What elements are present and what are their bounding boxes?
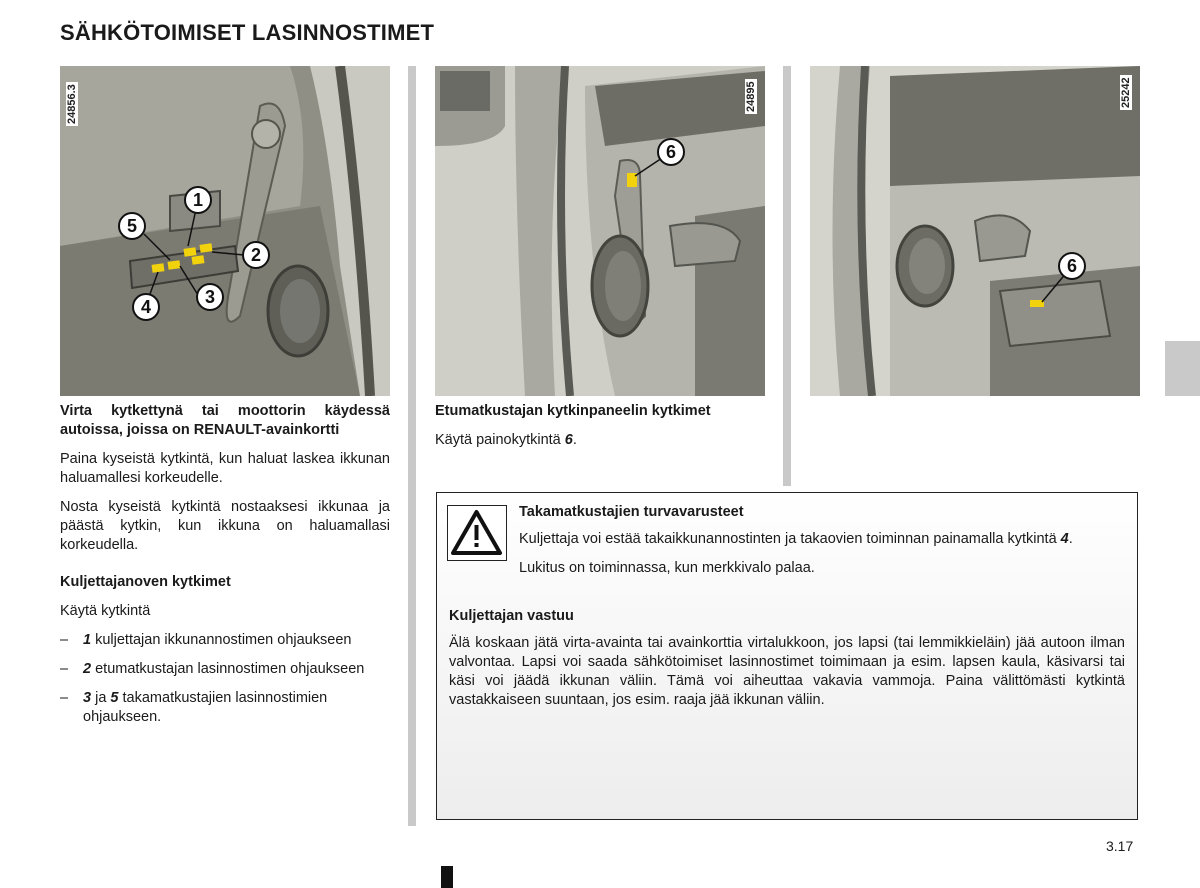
list-item: – 3 ja 5 takamatkustajien lasinnostimien ohjaukseen. xyxy=(60,690,328,725)
column-divider xyxy=(408,66,416,826)
callout-5: 5 xyxy=(126,216,138,236)
callout-4: 4 xyxy=(140,297,152,317)
callout-3: 3 xyxy=(204,287,216,307)
callout-6: 6 xyxy=(665,142,677,162)
paragraph: Paina kyseistä kytkintä, kun haluat laskea ikkunan haluamallesi korkeudelle. xyxy=(60,451,390,486)
section-heading: Etumatkustajan kytkinpaneelin kytkimet xyxy=(435,403,711,419)
passenger-door-illustration xyxy=(435,66,765,396)
page-marker xyxy=(441,866,453,888)
warning-heading: Takamatkustajien turvavarusteet xyxy=(519,504,744,520)
list-item: – 2 etumatkustajan lasinnostimen ohjaukseen xyxy=(60,661,365,677)
warning-heading: Kuljettajan vastuu xyxy=(449,608,574,624)
paragraph: Käytä painokytkintä 6. xyxy=(435,432,577,448)
paragraph: Nosta kyseistä kytkintä nostaaksesi ikkunaa ja päästä kytkin, kun ikkuna on haluamallasi korkeudella. xyxy=(60,499,390,553)
page-number: 3.17 xyxy=(1106,838,1134,854)
rear-door-illustration xyxy=(810,66,1140,396)
warning-triangle-icon xyxy=(447,505,507,561)
middle-column xyxy=(435,402,775,460)
warning-paragraph: Lukitus on toiminnassa, kun merkkivalo palaa. xyxy=(519,560,815,576)
column-divider xyxy=(783,66,791,486)
subheading: Kuljettajanoven kytkimet xyxy=(60,574,231,590)
callout-6: 6 xyxy=(1066,256,1078,276)
callout-1: 1 xyxy=(192,190,204,210)
warning-box xyxy=(436,492,1138,820)
page-title: SÄHKÖTOIMISET LASINNOSTIMET xyxy=(60,20,435,45)
figure-code: 25242 xyxy=(1120,77,1132,108)
figure-code: 24856.3 xyxy=(66,84,78,124)
figure-code: 24895 xyxy=(745,81,757,112)
section-tab xyxy=(1165,341,1200,396)
callout-2: 2 xyxy=(250,245,262,265)
paragraph: Käytä kytkintä xyxy=(60,603,151,619)
driver-door-illustration xyxy=(60,66,390,396)
list-item: – 1 kuljettajan ikkunannostimen ohjaukseen xyxy=(60,632,352,648)
left-column xyxy=(60,402,390,737)
section-heading: Virta kytkettynä tai moottorin käydessä autoissa, joissa on RENAULT-avainkortti xyxy=(60,403,390,438)
warning-paragraph: Älä koskaan jätä virta-avainta tai avainkorttia virtalukkoon, jos lapsi (tai lemmikkieläin) jää autoon ilman valvontaa. Lapsi voi saada sähkötoimiset lasinnostimet toimimaan ja esim. lapsen kaula, käsivarsi tai käsi voi jäädä ikkunan väliin. Tämä voi aiheuttaa vakavia vammoja. Paina välittömästi kytkintä vastakkaiseen suuntaan, jos esim. raaja jää ikkunan väliin. xyxy=(449,635,1125,708)
switch-list xyxy=(60,631,390,727)
warning-paragraph: Kuljettaja voi estää takaikkunannostinten ja takaovien toiminnan painamalla kytkintä 4. xyxy=(519,531,1073,547)
